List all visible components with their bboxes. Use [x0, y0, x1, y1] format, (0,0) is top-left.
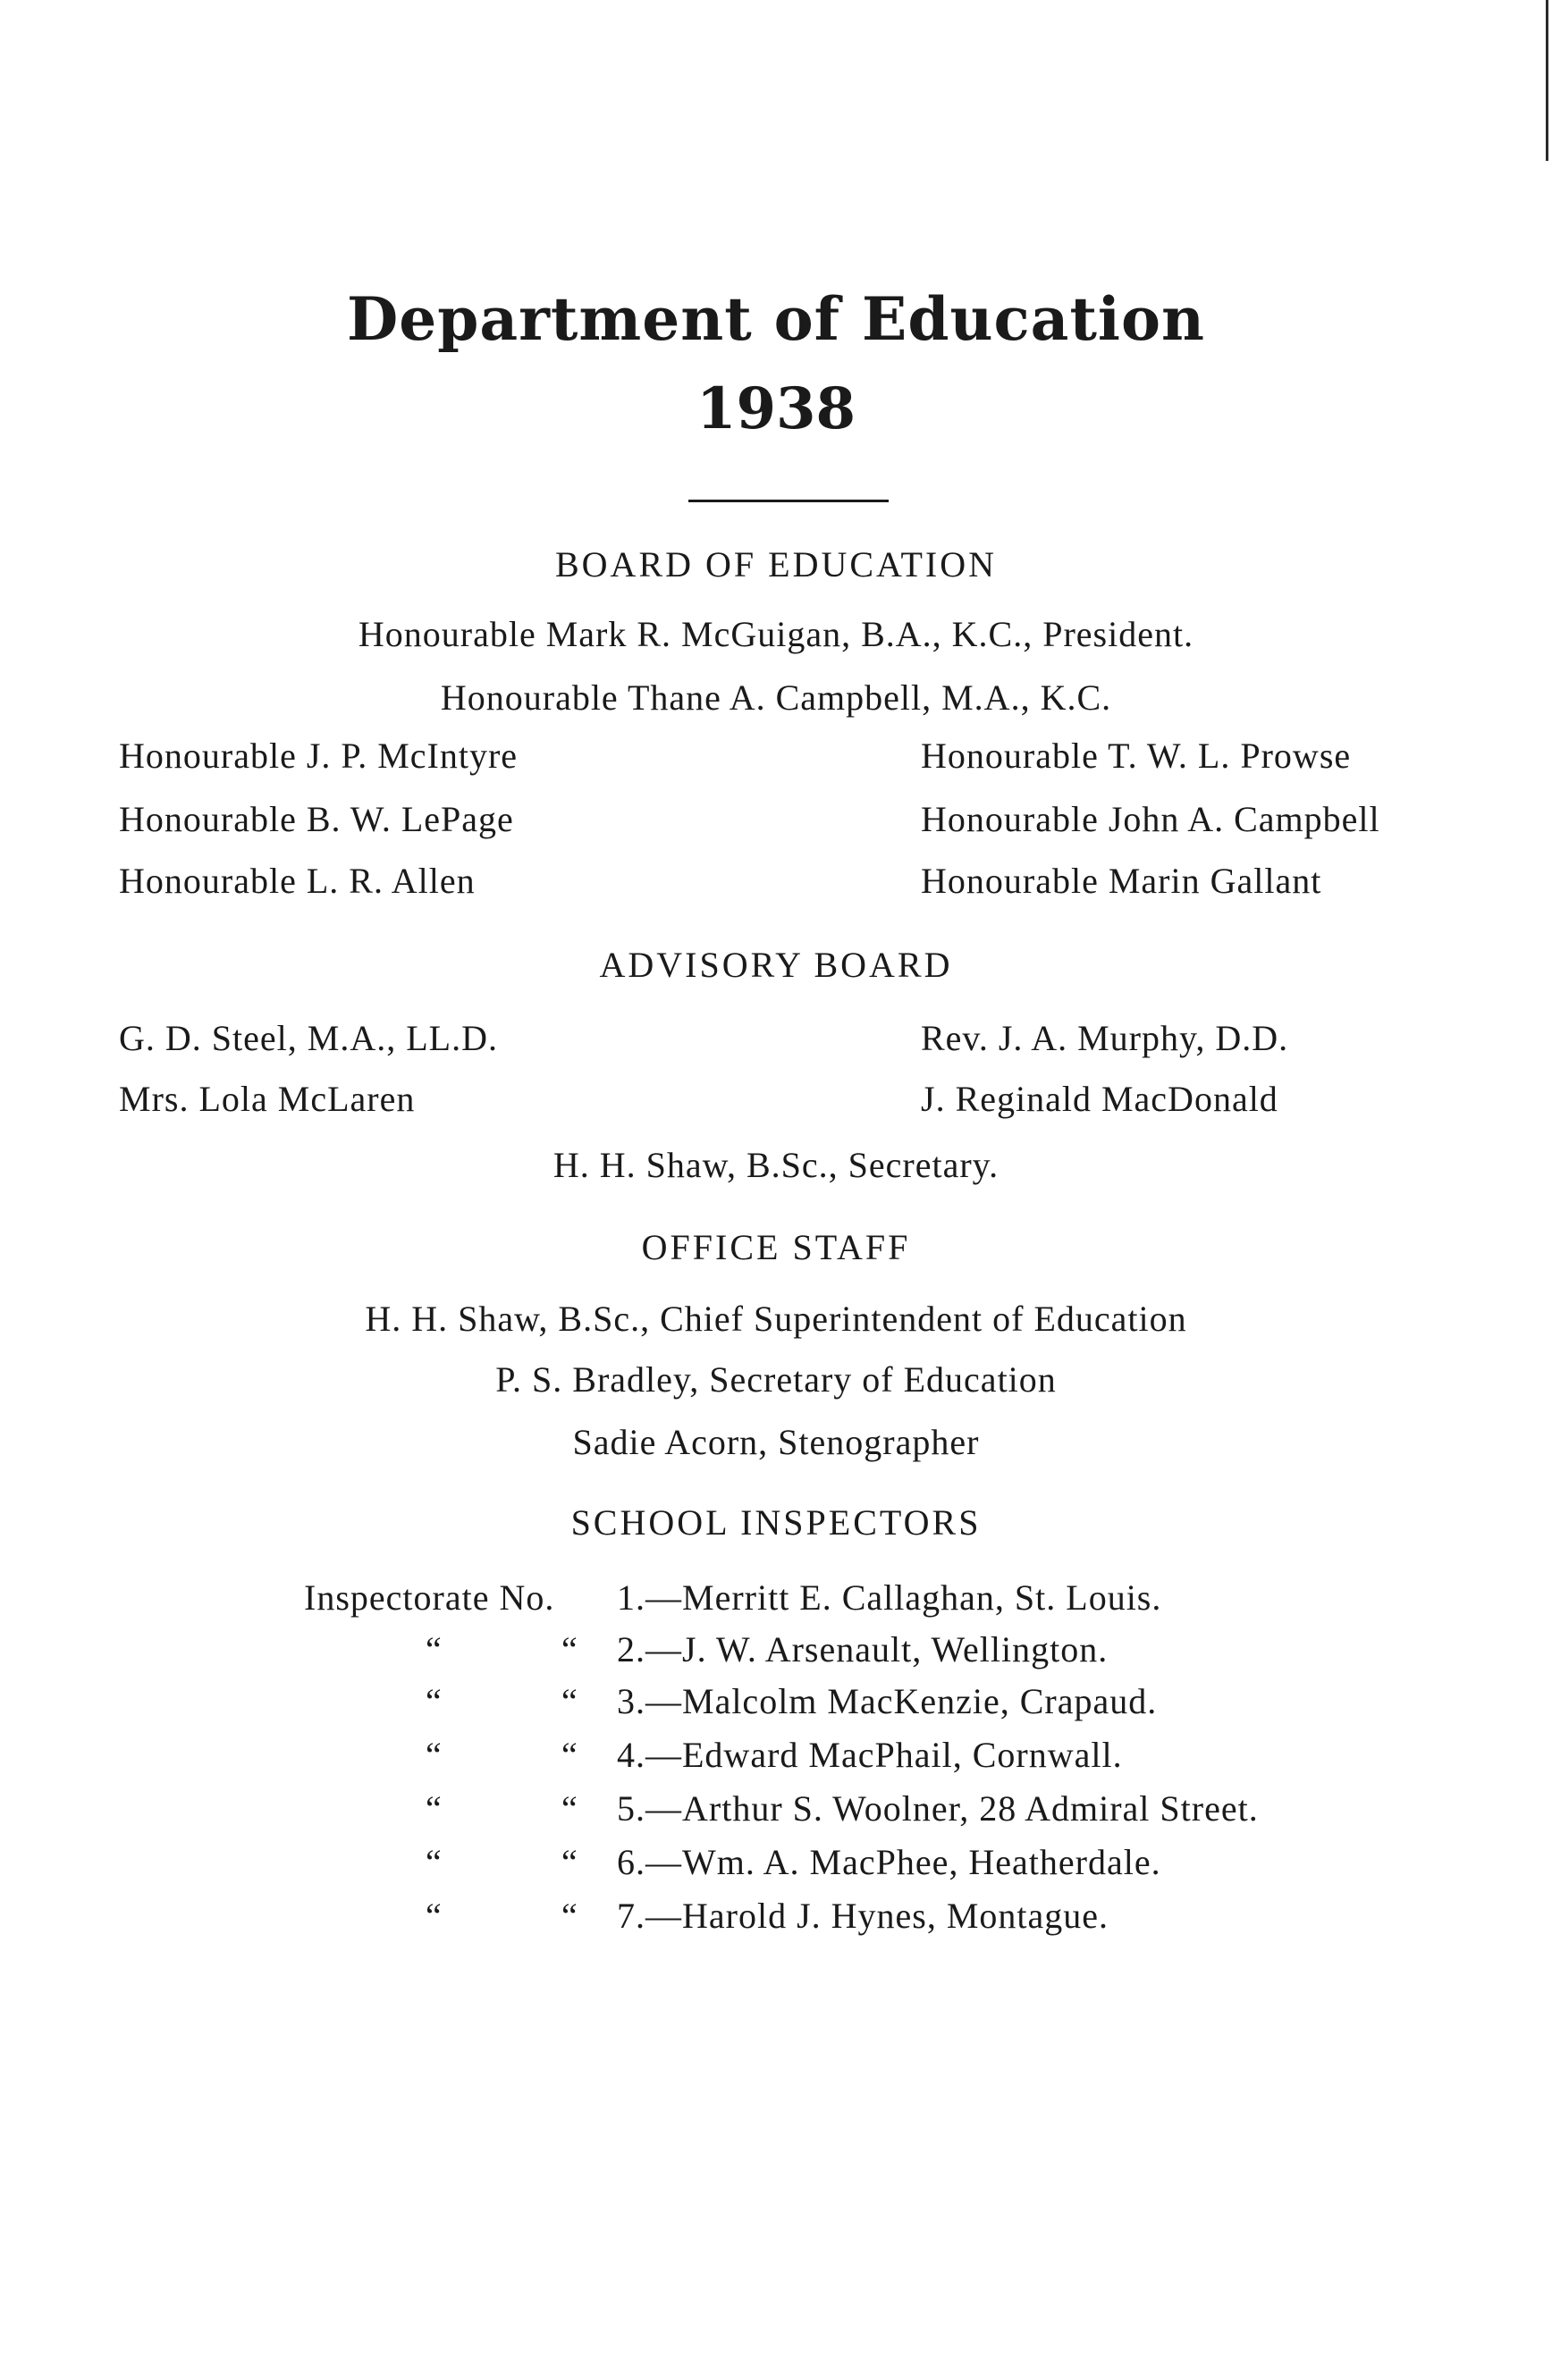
inspectorate-entry-1: 1.—Merritt E. Callaghan, St. Louis.: [617, 1577, 1162, 1618]
page-edge-line: [1546, 0, 1548, 161]
ditto-mark: “: [561, 1735, 578, 1775]
inspectorate-entry-4: 4.—Edward MacPhail, Cornwall.: [617, 1735, 1123, 1775]
office-staff-member-1: H. H. Shaw, B.Sc., Chief Superintendent of Education: [365, 1299, 1187, 1339]
board-member-right-1: Honourable T. W. L. Prowse: [921, 736, 1352, 776]
inspectorate-entry-2: 2.—J. W. Arsenault, Wellington.: [617, 1629, 1109, 1669]
advisory-member-left-1: G. D. Steel, M.A., LL.D.: [119, 1018, 498, 1058]
ditto-mark: “: [426, 1788, 443, 1829]
inspectorate-entry-6: 6.—Wm. A. MacPhee, Heatherdale.: [617, 1842, 1161, 1882]
board-member-right-2: Honourable John A. Campbell: [921, 799, 1380, 839]
office-staff-member-2: P. S. Bradley, Secretary of Education: [495, 1359, 1057, 1400]
board-member-right-3: Honourable Marin Gallant: [921, 861, 1322, 901]
ditto-mark: “: [426, 1735, 443, 1775]
inspectorate-label: Inspectorate No.: [304, 1577, 555, 1618]
board-member-left-1: Honourable J. P. McIntyre: [119, 736, 519, 776]
ditto-mark: “: [426, 1842, 443, 1882]
ditto-mark: “: [426, 1681, 443, 1721]
board-of-education-heading: BOARD OF EDUCATION: [554, 544, 998, 584]
document-year: 1938: [696, 375, 856, 442]
office-staff-member-3: Sadie Acorn, Stenographer: [572, 1422, 980, 1462]
inspectorate-entry-7: 7.—Harold J. Hynes, Montague.: [617, 1896, 1109, 1936]
ditto-mark: “: [426, 1629, 443, 1669]
board-member-left-2: Honourable B. W. LePage: [119, 799, 514, 839]
ditto-mark: “: [561, 1842, 578, 1882]
advisory-member-left-2: Mrs. Lola McLaren: [119, 1079, 416, 1119]
advisory-secretary: H. H. Shaw, B.Sc., Secretary.: [552, 1145, 1000, 1185]
ditto-mark: “: [561, 1681, 578, 1721]
document-title: Department of Education: [346, 284, 1206, 354]
ditto-mark: “: [561, 1629, 578, 1669]
board-president: Honourable Mark R. McGuigan, B.A., K.C., President.: [358, 614, 1194, 654]
advisory-member-right-1: Rev. J. A. Murphy, D.D.: [921, 1018, 1289, 1058]
board-member-left-3: Honourable L. R. Allen: [119, 861, 476, 901]
inspectorate-entry-5: 5.—Arthur S. Woolner, 28 Admiral Street.: [617, 1788, 1259, 1829]
office-staff-heading: OFFICE STAFF: [641, 1227, 911, 1267]
ditto-mark: “: [561, 1788, 578, 1829]
inspectorate-entry-3: 3.—Malcolm MacKenzie, Crapaud.: [617, 1681, 1158, 1721]
advisory-board-heading: ADVISORY BOARD: [599, 945, 953, 985]
ditto-mark: “: [561, 1896, 578, 1936]
school-inspectors-heading: SCHOOL INSPECTORS: [570, 1502, 982, 1543]
advisory-member-right-2: J. Reginald MacDonald: [921, 1079, 1278, 1119]
ditto-mark: “: [426, 1896, 443, 1936]
title-divider: [688, 500, 889, 502]
board-member-second: Honourable Thane A. Campbell, M.A., K.C.: [440, 677, 1112, 718]
